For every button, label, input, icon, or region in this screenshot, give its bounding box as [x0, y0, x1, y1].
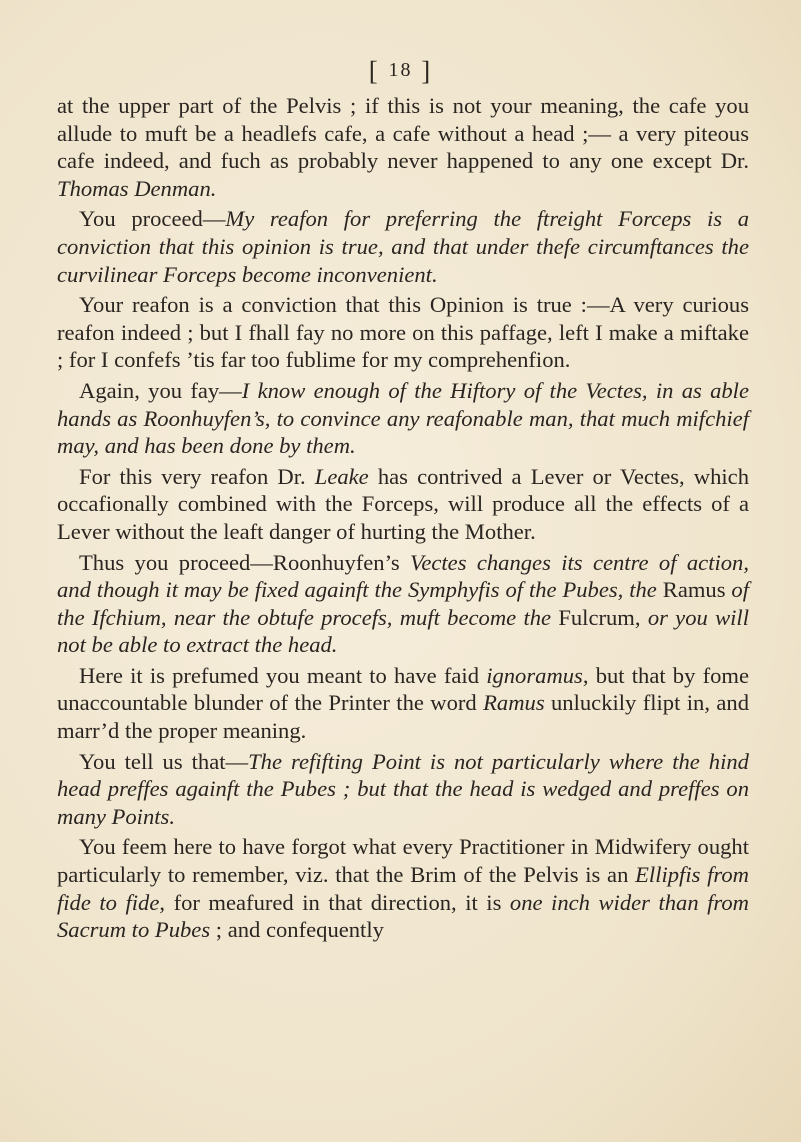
paragraph: [57, 92, 749, 202]
text-run: Your reafon is a conviction that this Opinion is true :—A very curious reafon indeed ; but I fhall fay no more on this paffage, left I make a miftake ; for I confefs ’tis far too fublime for my comprehenfion.: [57, 292, 749, 373]
paragraph: [57, 662, 749, 745]
italic-text: The refifting Point is not particularly where the hind head preffes againft the Pubes ; but that the head is wedged and preffes on many Points.: [57, 748, 749, 829]
text-run: has contrived a Lever or Vectes, which occafionally combined with the Forceps, will produce all the effects of a Lever without the leaft danger of hurting the Mother.: [57, 463, 750, 544]
italic-text: ignoramus: [486, 662, 583, 688]
left-bracket: [: [368, 56, 380, 86]
page-number: 18: [388, 59, 413, 81]
paragraph: [57, 291, 749, 374]
text-run: You feem here to have forgot what every Practitioner in Midwifery ought particularly to remember, viz. that the Brim of the Pelvis is an: [57, 834, 749, 888]
paragraph: [57, 748, 749, 831]
italic-text: Leake: [314, 463, 369, 489]
paragraph: [57, 463, 749, 546]
paragraph: [57, 549, 749, 659]
paragraph: [57, 377, 749, 460]
italic-text: or you will not be able to extract the head.: [57, 604, 749, 658]
text-run: For this very reafon Dr.: [79, 463, 315, 489]
italic-text: one inch wider than from Sacrum to Pubes: [57, 889, 749, 943]
text-run: ; and confequently: [210, 917, 384, 943]
italic-text: Thomas Denman.: [57, 175, 217, 201]
text-run: , for meafured in that direction, it is: [159, 889, 510, 915]
body-text: [57, 92, 749, 947]
italic-text: I know enough of the Hiftory of the Vectes, in as able hands as Roonhuyfen’s, to convince any reafonable man, that much mifchief may, and has been done by them.: [57, 377, 749, 459]
text-run: You proceed—: [79, 206, 226, 232]
italic-text: My reafon for preferring the ftreight Forceps is a conviction that this opinion is true, and that under thefe circumftances the curvilinear Forceps become inconvenient.: [57, 206, 750, 287]
text-run: unluckily flipt in, and marr’d the proper meaning.: [57, 690, 749, 744]
text-run: Ramus: [656, 577, 732, 603]
paragraph: [57, 205, 749, 288]
text-run: Again, you fay—: [79, 377, 242, 403]
italic-text: of the Ifchium, near the obtufe procefs, muft become the: [57, 577, 749, 630]
italic-text: Ellipfis from fide to fide: [57, 862, 749, 915]
text-run: Fulcrum,: [551, 604, 648, 630]
italic-text: Vectes changes its centre of action, and though it may be fixed againft the Symphyfis of the Pubes, the: [57, 549, 749, 603]
page-header: [0, 56, 801, 87]
text-run: Thus you proceed—Roonhuyfen’s: [79, 549, 411, 575]
text-run: You tell us that—: [79, 748, 249, 774]
text-run: , but that by fome unaccountable blunder of the Printer the word: [57, 662, 750, 716]
text-run: at the upper part of the Pelvis ; if this is not your meaning, the cafe you allude to muft be a headlefs cafe, a cafe without a head ;— a very piteous cafe indeed, and fuch as probably never happened to any one except Dr.: [57, 93, 749, 174]
italic-text: Ramus: [483, 690, 545, 716]
text-run: Here it is prefumed you meant to have faid: [79, 662, 487, 688]
paragraph: [57, 833, 749, 943]
right-bracket: ]: [421, 56, 433, 86]
